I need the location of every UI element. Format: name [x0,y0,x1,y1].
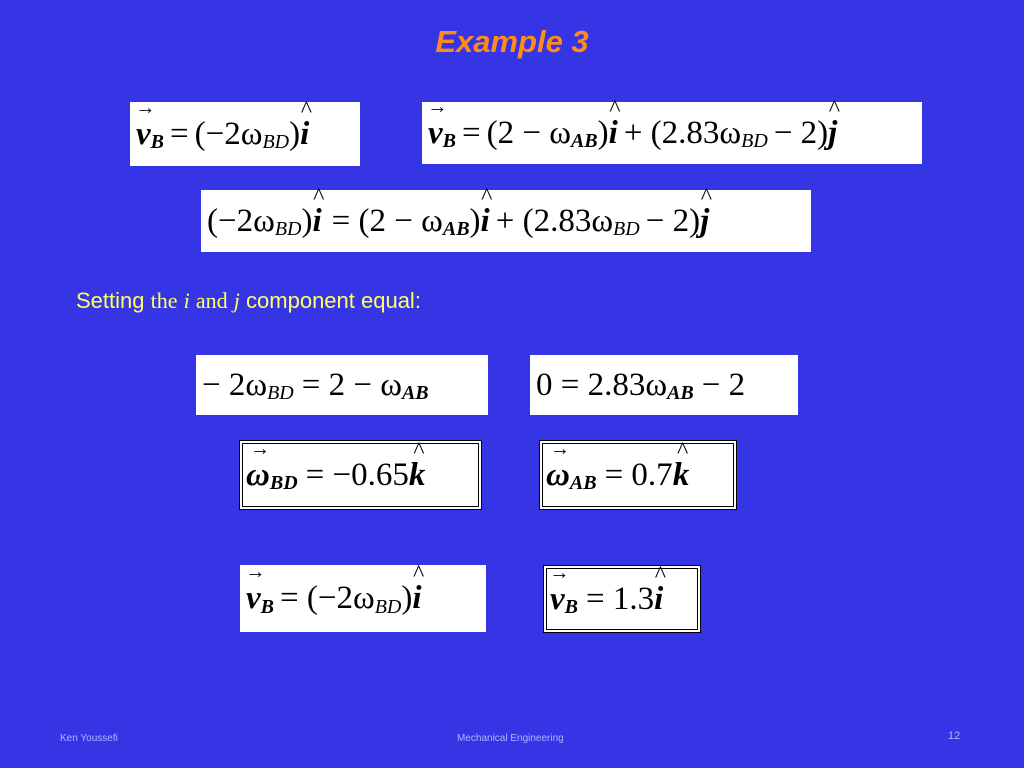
result-omega-bd: → ω BD = −0.65 ^ k [239,440,482,510]
footer-department: Mechanical Engineering [457,733,564,744]
equation-vb-initial: → v B = (−2ω BD ) ^ i [130,102,360,166]
equation-vb-final-form: → v B = (−2ω BD ) ^ i [240,565,486,632]
equation-combined: (−2ω BD ) ^ i = (2 − ω AB ) ^ i + (2.83ω BD − 2) ^ j [201,190,811,252]
equation-i-component: − 2ω BD = 2 − ω AB [196,355,488,415]
slide-title: Example 3 [435,24,589,59]
page-number: 12 [948,730,961,742]
footer-author: Ken Youssefi [60,733,118,744]
equation-j-component: 0 = 2.83ω AB − 2 [530,355,798,415]
setting-text: Setting the i and j component equal: [76,288,421,313]
equation-vb-expanded: → v B = (2 − ω AB ) ^ i + (2.83ω BD − 2) ^ j [422,102,922,164]
result-omega-ab: → ω AB = 0.7 ^ k [539,440,737,510]
result-vb: → v B = 1.3 ^ i [543,565,701,633]
